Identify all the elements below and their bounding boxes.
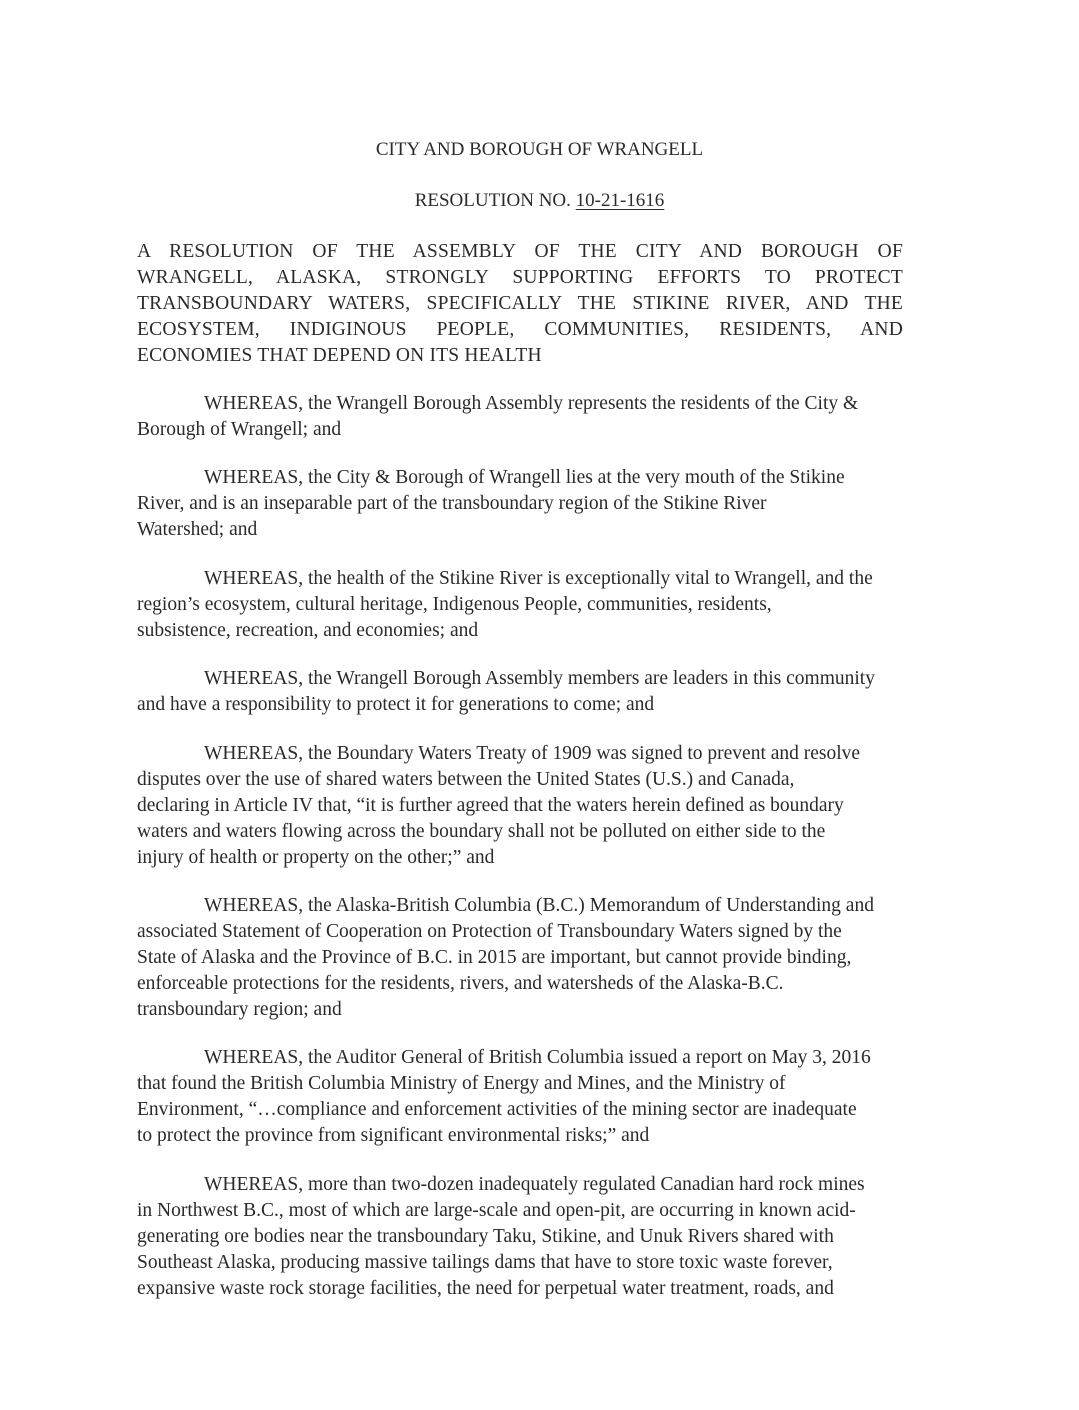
paragraph-line: Watershed; and: [137, 519, 258, 540]
paragraph-line: Southeast Alaska, producing massive tailings dams that have to store toxic waste forever,: [137, 1252, 833, 1273]
heading-line: TRANSBOUNDARY WATERS, SPECIFICALLY THE STIKINE RIVER, AND THE: [137, 293, 903, 314]
resolution-number-line: [0, 190, 1079, 212]
paragraph-line: WHEREAS, the Alaska-British Columbia (B.C.) Memorandum of Understanding and: [204, 895, 874, 916]
paragraph-line: expansive waste rock storage facilities, the need for perpetual water treatment, roads, and: [137, 1278, 834, 1299]
heading-line: ECONOMIES THAT DEPEND ON ITS HEALTH: [137, 345, 542, 366]
paragraph-line: Environment, “…compliance and enforcement activities of the mining sector are inadequate: [137, 1099, 857, 1120]
resolution-prefix: RESOLUTION NO.: [414, 190, 571, 211]
paragraph-line: waters and waters flowing across the boundary shall not be polluted on either side to the: [137, 821, 826, 842]
paragraph-line: associated Statement of Cooperation on Protection of Transboundary Waters signed by the: [137, 921, 842, 942]
paragraph-line: subsistence, recreation, and economies; and: [137, 620, 479, 641]
paragraph-line: River, and is an inseparable part of the transboundary region of the Stikine River: [137, 493, 767, 514]
heading-line: WRANGELL, ALASKA, STRONGLY SUPPORTING EFFORTS TO PROTECT: [137, 267, 903, 288]
paragraph-line: generating ore bodies near the transboundary Taku, Stikine, and Unuk Rivers shared with: [137, 1226, 834, 1247]
paragraph-line: WHEREAS, the health of the Stikine River is exceptionally vital to Wrangell, and the: [204, 568, 873, 589]
paragraph-line: and have a responsibility to protect it for generations to come; and: [137, 694, 655, 715]
paragraph-line: that found the British Columbia Ministry of Energy and Mines, and the Ministry of: [137, 1073, 786, 1094]
paragraph-line: WHEREAS, the Boundary Waters Treaty of 1909 was signed to prevent and resolve: [204, 743, 861, 764]
paragraph-line: in Northwest B.C., most of which are large-scale and open-pit, are occurring in known acid-: [137, 1200, 856, 1221]
resolution-number: 10-21-1616: [575, 190, 665, 211]
paragraph-line: WHEREAS, the Wrangell Borough Assembly represents the residents of the City &: [204, 393, 859, 414]
heading-line: ECOSYSTEM, INDIGINOUS PEOPLE, COMMUNITIES, RESIDENTS, AND: [137, 319, 903, 340]
document-title: CITY AND BOROUGH OF WRANGELL: [375, 139, 704, 160]
paragraph-line: WHEREAS, more than two-dozen inadequately regulated Canadian hard rock mines: [204, 1174, 865, 1195]
paragraph-line: State of Alaska and the Province of B.C. in 2015 are important, but cannot provide binding,: [137, 947, 852, 968]
paragraph-line: injury of health or property on the other;” and: [137, 847, 495, 868]
paragraph-line: WHEREAS, the City & Borough of Wrangell lies at the very mouth of the Stikine: [204, 467, 845, 488]
paragraph-line: declaring in Article IV that, “it is further agreed that the waters herein defined as boundary: [137, 795, 844, 816]
paragraph-line: WHEREAS, the Wrangell Borough Assembly members are leaders in this community: [204, 668, 875, 689]
paragraph-line: to protect the province from significant environmental risks;” and: [137, 1125, 650, 1146]
paragraph-line: enforceable protections for the residents, rivers, and watersheds of the Alaska-B.C.: [137, 973, 784, 994]
paragraph-line: transboundary region; and: [137, 999, 342, 1020]
heading-line: A RESOLUTION OF THE ASSEMBLY OF THE CITY AND BOROUGH OF: [137, 241, 903, 262]
paragraph-line: disputes over the use of shared waters between the United States (U.S.) and Canada,: [137, 769, 795, 790]
paragraph-line: Borough of Wrangell; and: [137, 419, 342, 440]
paragraph-line: WHEREAS, the Auditor General of British Columbia issued a report on May 3, 2016: [204, 1047, 871, 1068]
paragraph-line: region’s ecosystem, cultural heritage, Indigenous People, communities, residents,: [137, 594, 772, 615]
